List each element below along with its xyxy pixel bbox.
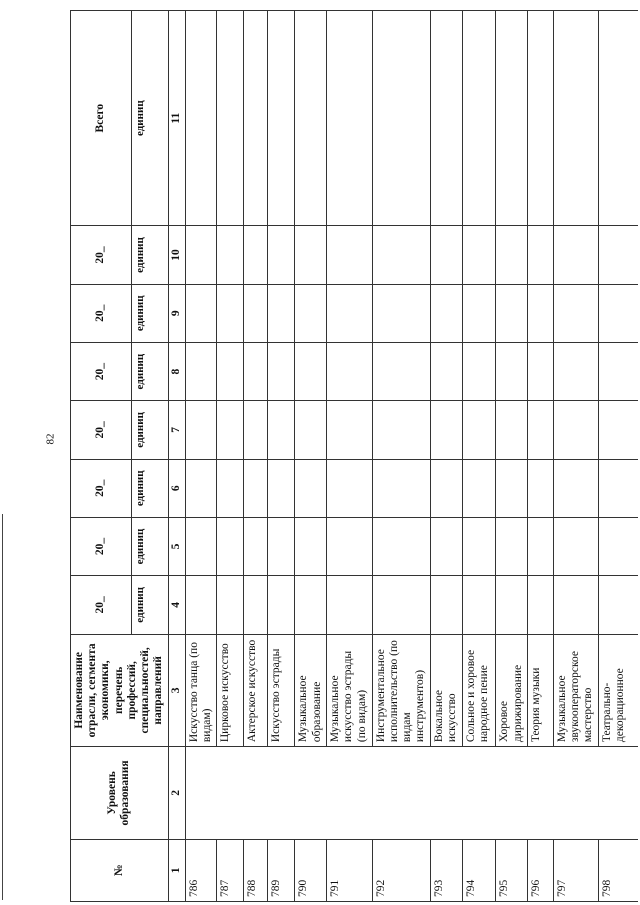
value-cell xyxy=(327,401,372,459)
row-name: Вокальное искусство xyxy=(431,634,463,747)
row-number: 793 xyxy=(431,839,463,901)
value-cell xyxy=(496,576,528,634)
value-cell xyxy=(327,284,372,342)
row-number: 798 xyxy=(598,839,638,901)
col-number: 3 xyxy=(168,634,185,747)
level-cell xyxy=(295,747,327,840)
row-name: Актерское искусство xyxy=(243,634,267,747)
value-cell xyxy=(185,342,217,400)
unit-cell: единиц xyxy=(131,459,168,517)
value-cell xyxy=(217,576,243,634)
value-cell xyxy=(598,284,638,342)
row-name: Сольное и хоровое народное пение xyxy=(463,634,496,747)
table-row xyxy=(463,11,496,902)
value-cell xyxy=(431,517,463,575)
value-cell xyxy=(431,576,463,634)
value-cell xyxy=(463,576,496,634)
row-number: 795 xyxy=(496,839,528,901)
value-cell xyxy=(372,342,431,400)
value-cell xyxy=(372,459,431,517)
level-cell xyxy=(217,747,243,840)
value-cell xyxy=(217,459,243,517)
value-cell xyxy=(327,226,372,284)
header-year: 20_ xyxy=(71,459,132,517)
row-number: 790 xyxy=(295,839,327,901)
table-row xyxy=(372,11,431,902)
value-cell xyxy=(528,517,553,575)
value-cell xyxy=(327,517,372,575)
unit-cell: единиц xyxy=(131,342,168,400)
row-name: Инструментальное исполнительство (по видам инструментов) xyxy=(372,634,431,747)
level-cell xyxy=(598,747,638,840)
value-cell xyxy=(295,459,327,517)
value-cell xyxy=(295,342,327,400)
value-cell xyxy=(268,459,295,517)
value-cell xyxy=(217,284,243,342)
value-cell xyxy=(463,11,496,226)
value-cell xyxy=(372,576,431,634)
value-cell xyxy=(372,401,431,459)
value-cell xyxy=(217,342,243,400)
row-number: 788 xyxy=(243,839,267,901)
value-cell xyxy=(268,517,295,575)
value-cell xyxy=(553,226,598,284)
value-cell xyxy=(327,342,372,400)
value-cell xyxy=(243,401,267,459)
value-cell xyxy=(431,11,463,226)
value-cell xyxy=(528,11,553,226)
value-cell xyxy=(217,517,243,575)
table-row xyxy=(295,11,327,902)
value-cell xyxy=(598,401,638,459)
value-cell xyxy=(463,517,496,575)
col-number: 4 xyxy=(168,576,185,634)
value-cell xyxy=(553,517,598,575)
value-cell xyxy=(243,342,267,400)
header-total: Всего xyxy=(71,11,132,226)
header-level: Уровень образования xyxy=(71,747,169,840)
col-number: 6 xyxy=(168,459,185,517)
value-cell xyxy=(185,284,217,342)
row-name: Музыкальное образование xyxy=(295,634,327,747)
level-cell xyxy=(243,747,267,840)
level-cell xyxy=(496,747,528,840)
value-cell xyxy=(553,576,598,634)
value-cell xyxy=(553,284,598,342)
value-cell xyxy=(268,226,295,284)
row-name: Искусство эстрады xyxy=(268,634,295,747)
value-cell xyxy=(295,226,327,284)
value-cell xyxy=(268,401,295,459)
value-cell xyxy=(528,401,553,459)
rotated-table-wrapper xyxy=(70,10,638,902)
value-cell xyxy=(528,342,553,400)
value-cell xyxy=(496,517,528,575)
header-year: 20_ xyxy=(71,226,132,284)
table-row xyxy=(327,11,372,902)
value-cell xyxy=(463,459,496,517)
value-cell xyxy=(327,459,372,517)
col-number: 1 xyxy=(168,839,185,901)
data-table xyxy=(70,10,638,902)
value-cell xyxy=(268,576,295,634)
value-cell xyxy=(598,517,638,575)
header-year: 20_ xyxy=(71,576,132,634)
row-number: 792 xyxy=(372,839,431,901)
value-cell xyxy=(553,342,598,400)
value-cell xyxy=(598,576,638,634)
value-cell xyxy=(217,401,243,459)
unit-cell: единиц xyxy=(131,226,168,284)
value-cell xyxy=(243,517,267,575)
value-cell xyxy=(553,459,598,517)
level-cell xyxy=(431,747,463,840)
level-cell xyxy=(185,747,217,840)
value-cell xyxy=(496,401,528,459)
value-cell xyxy=(372,226,431,284)
value-cell xyxy=(295,517,327,575)
table-row xyxy=(243,11,267,902)
value-cell xyxy=(496,284,528,342)
value-cell xyxy=(327,576,372,634)
col-number: 2 xyxy=(168,747,185,840)
value-cell xyxy=(295,11,327,226)
value-cell xyxy=(217,11,243,226)
value-cell xyxy=(327,11,372,226)
value-cell xyxy=(185,401,217,459)
unit-cell: единиц xyxy=(131,401,168,459)
row-name: Хоровое дирижирование xyxy=(496,634,528,747)
level-cell xyxy=(268,747,295,840)
table-stage xyxy=(70,10,638,902)
unit-cell: единиц xyxy=(131,284,168,342)
value-cell xyxy=(431,284,463,342)
col-number: 9 xyxy=(168,284,185,342)
value-cell xyxy=(185,11,217,226)
row-name: Цирковое искусство xyxy=(217,634,243,747)
table-row xyxy=(528,11,553,902)
level-cell xyxy=(553,747,598,840)
value-cell xyxy=(463,401,496,459)
level-cell xyxy=(463,747,496,840)
row-number: 786 xyxy=(185,839,217,901)
page-number: 82 xyxy=(44,433,57,445)
col-number: 5 xyxy=(168,517,185,575)
unit-cell: единиц xyxy=(131,576,168,634)
value-cell xyxy=(553,11,598,226)
header-year: 20_ xyxy=(71,517,132,575)
value-cell xyxy=(463,284,496,342)
unit-cell: единиц xyxy=(131,517,168,575)
value-cell xyxy=(431,342,463,400)
value-cell xyxy=(243,284,267,342)
level-cell xyxy=(372,747,431,840)
value-cell xyxy=(295,284,327,342)
value-cell xyxy=(496,459,528,517)
unit-cell: единиц xyxy=(131,11,168,226)
value-cell xyxy=(528,226,553,284)
table-row xyxy=(268,11,295,902)
header-no: № xyxy=(71,839,169,901)
row-number: 791 xyxy=(327,839,372,901)
row-name: Театрально-декорационное xyxy=(598,634,638,747)
table-row xyxy=(598,11,638,902)
value-cell xyxy=(463,226,496,284)
value-cell xyxy=(528,576,553,634)
value-cell xyxy=(268,284,295,342)
table-row xyxy=(496,11,528,902)
row-name: Музыкальное искусство эстрады (по видам) xyxy=(327,634,372,747)
header-year: 20_ xyxy=(71,342,132,400)
row-number: 797 xyxy=(553,839,598,901)
value-cell xyxy=(268,342,295,400)
value-cell xyxy=(463,342,496,400)
level-cell xyxy=(528,747,553,840)
value-cell xyxy=(185,459,217,517)
header-name: Наименование отрасли, сегмента экономики, перечень профессий, специальностей, направлений xyxy=(71,634,169,747)
col-number: 10 xyxy=(168,226,185,284)
header-year: 20_ xyxy=(71,284,132,342)
col-number: 8 xyxy=(168,342,185,400)
col-number: 7 xyxy=(168,401,185,459)
table-row xyxy=(185,11,217,902)
value-cell xyxy=(496,226,528,284)
row-number: 794 xyxy=(463,839,496,901)
row-number: 796 xyxy=(528,839,553,901)
margin-line xyxy=(2,514,3,900)
value-cell xyxy=(431,401,463,459)
value-cell xyxy=(553,401,598,459)
value-cell xyxy=(372,284,431,342)
value-cell xyxy=(243,576,267,634)
value-cell xyxy=(185,517,217,575)
value-cell xyxy=(431,459,463,517)
value-cell xyxy=(372,517,431,575)
col-number: 11 xyxy=(168,11,185,226)
table-body xyxy=(185,11,638,902)
value-cell xyxy=(496,342,528,400)
value-cell xyxy=(431,226,463,284)
value-cell xyxy=(217,226,243,284)
value-cell xyxy=(496,11,528,226)
row-name: Искусство танца (по видам) xyxy=(185,634,217,747)
table-row xyxy=(553,11,598,902)
value-cell xyxy=(598,226,638,284)
row-name: Музыкальное звукооператорское мастерство xyxy=(553,634,598,747)
value-cell xyxy=(185,226,217,284)
level-cell xyxy=(327,747,372,840)
value-cell xyxy=(243,11,267,226)
value-cell xyxy=(295,401,327,459)
value-cell xyxy=(598,459,638,517)
value-cell xyxy=(243,226,267,284)
header-year: 20_ xyxy=(71,401,132,459)
table-row xyxy=(431,11,463,902)
row-number: 787 xyxy=(217,839,243,901)
table-row xyxy=(217,11,243,902)
value-cell xyxy=(243,459,267,517)
value-cell xyxy=(598,11,638,226)
value-cell xyxy=(528,459,553,517)
row-name: Теория музыки xyxy=(528,634,553,747)
value-cell xyxy=(598,342,638,400)
row-number: 789 xyxy=(268,839,295,901)
value-cell xyxy=(528,284,553,342)
value-cell xyxy=(185,576,217,634)
value-cell xyxy=(295,576,327,634)
value-cell xyxy=(268,11,295,226)
value-cell xyxy=(372,11,431,226)
